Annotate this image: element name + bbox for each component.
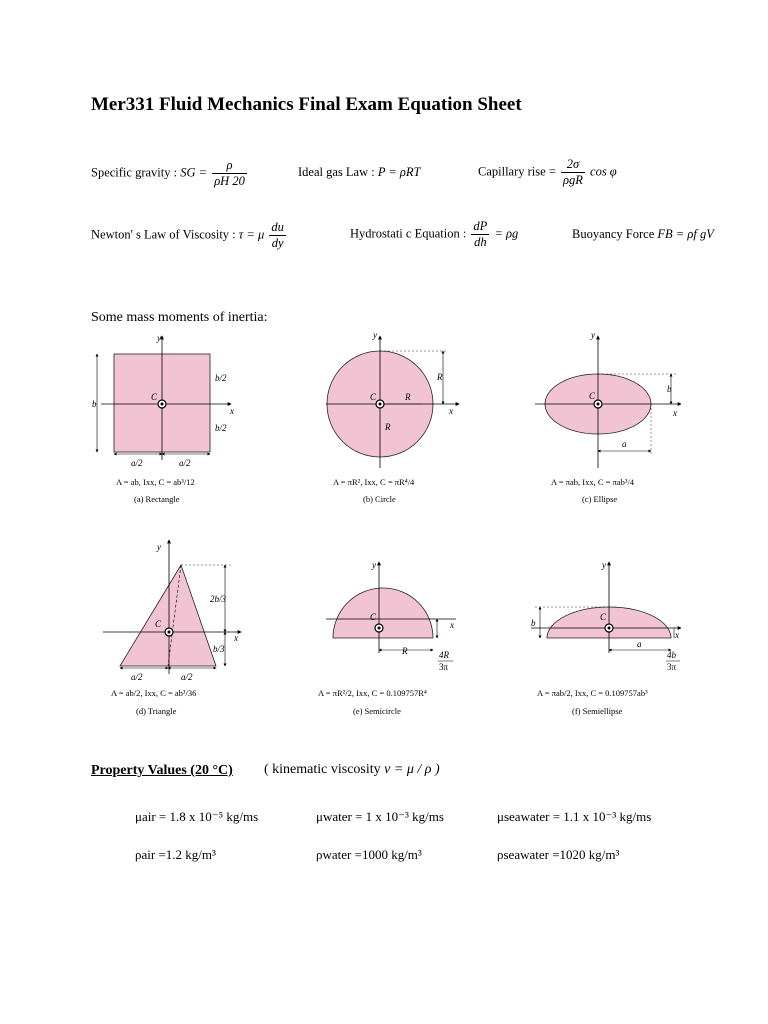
svg-text:C: C — [600, 612, 607, 622]
y-label: y — [157, 333, 161, 343]
svg-text:y: y — [602, 560, 606, 570]
svg-text:y: y — [157, 542, 161, 552]
page-title: Mer331 Fluid Mechanics Final Exam Equation Sheet — [91, 94, 522, 115]
property-heading: Property Values (20 °C) — [91, 763, 233, 778]
triangle-shape — [120, 565, 216, 666]
figure-formula: A = πab/2, Ixx, C = 0.109757ab³ — [537, 688, 648, 698]
rho-air: ρair =1.2 kg/m³ — [135, 847, 216, 862]
svg-text:y: y — [591, 330, 595, 340]
svg-text:C: C — [370, 392, 377, 402]
capillary-denominator: ρgR — [563, 173, 583, 187]
kinematic-viscosity-prefix: ( kinematic viscosity — [264, 762, 381, 777]
buoyancy-expression: FB = ρf gV — [657, 227, 714, 241]
viscosity-equation — [91, 220, 288, 251]
svg-text:y: y — [372, 560, 376, 570]
hydrostatic-label: Hydrostati c Equation : — [350, 226, 467, 241]
svg-text:R: R — [385, 422, 391, 432]
a-half-label: a/2 — [179, 458, 191, 468]
specific-gravity-lhs: SG = — [180, 165, 208, 180]
viscosity-label: Newton' s Law of Viscosity : — [91, 227, 236, 242]
svg-text:x: x — [450, 620, 454, 630]
figure-caption: (a) Rectangle — [134, 494, 180, 504]
viscosity-numerator: du — [271, 220, 284, 234]
hydrostatic-fraction — [471, 219, 489, 250]
capillary-tail: cos φ — [590, 164, 617, 179]
capillary-numerator: 2σ — [561, 157, 585, 173]
centroid-label: C — [151, 392, 158, 402]
rho-seawater: ρseawater =1020 kg/m³ — [497, 847, 620, 862]
figure-formula: A = ab, Ixx, C = ab³/12 — [116, 477, 195, 487]
viscosity-lhs: τ = μ — [238, 227, 265, 242]
hydrostatic-rhs: = ρg — [494, 226, 519, 241]
svg-text:a: a — [637, 639, 642, 649]
x-label: x — [230, 406, 234, 416]
figure-formula: A = πR²/2, Ixx, C = 0.109757R⁴ — [318, 688, 427, 698]
figure-formula: A = πab, Ixx, C = πab³/4 — [551, 477, 635, 487]
triangle-figure — [103, 540, 241, 716]
figure-caption: (b) Circle — [363, 494, 396, 504]
buoyancy-label: Buoyancy Force — [572, 227, 655, 241]
rho-water: ρwater =1000 kg/m³ — [316, 847, 422, 862]
svg-text:x: x — [675, 630, 679, 640]
mu-seawater: μseawater = 1.1 x 10⁻³ kg/ms — [497, 809, 652, 824]
svg-text:x: x — [234, 633, 238, 643]
ideal-gas-expression: P = ρRT — [377, 165, 421, 179]
mu-water: μwater = 1 x 10⁻³ kg/ms — [316, 809, 444, 824]
svg-text:a: a — [622, 439, 627, 449]
viscosity-denominator: dy — [271, 236, 284, 250]
figure-formula: A = πR², Ixx, C = πR⁴/4 — [333, 477, 415, 487]
svg-text:y: y — [373, 330, 377, 340]
inertia-heading: Some mass moments of inertia: — [91, 310, 268, 325]
capillary-label: Capillary rise = — [478, 164, 556, 179]
svg-text:R: R — [402, 646, 408, 656]
figure-formula: A = ab/2, Ixx, C = ab³/36 — [111, 688, 197, 698]
viscosity-fraction — [269, 220, 286, 251]
a-half-label: a/2 — [131, 458, 143, 468]
ideal-gas-equation — [298, 165, 421, 180]
specific-gravity-equation — [91, 158, 249, 189]
ellipse-figure — [535, 330, 681, 504]
figure-caption: (e) Semicircle — [353, 706, 401, 716]
hydrostatic-equation — [350, 219, 518, 250]
svg-text:2b/3: 2b/3 — [210, 594, 227, 604]
semicircle-figure — [318, 560, 456, 716]
kinematic-viscosity-note — [264, 762, 440, 778]
semicircle-shape — [333, 588, 433, 638]
b-half-label: b/2 — [215, 423, 227, 433]
svg-text:R: R — [437, 372, 443, 382]
svg-text:3π: 3π — [439, 662, 449, 672]
svg-text:C: C — [155, 619, 162, 629]
svg-text:b: b — [667, 384, 672, 394]
svg-text:x: x — [673, 408, 677, 418]
mu-air: μair = 1.8 x 10⁻⁵ kg/ms — [135, 809, 259, 824]
ideal-gas-label: Ideal gas Law : — [298, 165, 375, 179]
specific-gravity-denominator: ρH 20 — [214, 174, 245, 188]
b-label: b — [92, 399, 97, 409]
svg-text:a/2: a/2 — [131, 672, 143, 682]
hydrostatic-numerator: dP — [473, 219, 488, 233]
figure-caption: (c) Ellipse — [582, 494, 618, 504]
svg-text:4b: 4b — [667, 650, 676, 660]
rectangle-figure — [92, 333, 234, 504]
figure-caption: (d) Triangle — [136, 706, 177, 716]
svg-text:C: C — [589, 391, 596, 401]
svg-text:4R: 4R — [439, 650, 449, 660]
figure-caption: (f) Semiellipse — [572, 706, 623, 716]
svg-text:x: x — [449, 406, 453, 416]
hydrostatic-denominator: dh — [474, 235, 487, 249]
svg-text:R: R — [405, 392, 411, 402]
semiellipse-figure — [531, 560, 681, 716]
svg-text:3π: 3π — [667, 662, 677, 672]
buoyancy-equation — [572, 227, 714, 242]
b-half-label: b/2 — [215, 373, 227, 383]
capillary-rise-equation — [478, 157, 617, 188]
svg-text:C: C — [370, 612, 377, 622]
svg-text:a/2: a/2 — [181, 672, 193, 682]
capillary-fraction — [561, 157, 585, 188]
kinematic-viscosity-expression: ν = μ / ρ ) — [384, 762, 440, 777]
inertia-figures — [91, 328, 681, 723]
circle-figure — [326, 330, 459, 504]
specific-gravity-numerator: ρ — [212, 158, 247, 174]
specific-gravity-label: Specific gravity : — [91, 165, 178, 180]
svg-text:b: b — [531, 618, 536, 628]
specific-gravity-fraction — [212, 158, 247, 189]
svg-text:b/3: b/3 — [213, 644, 225, 654]
